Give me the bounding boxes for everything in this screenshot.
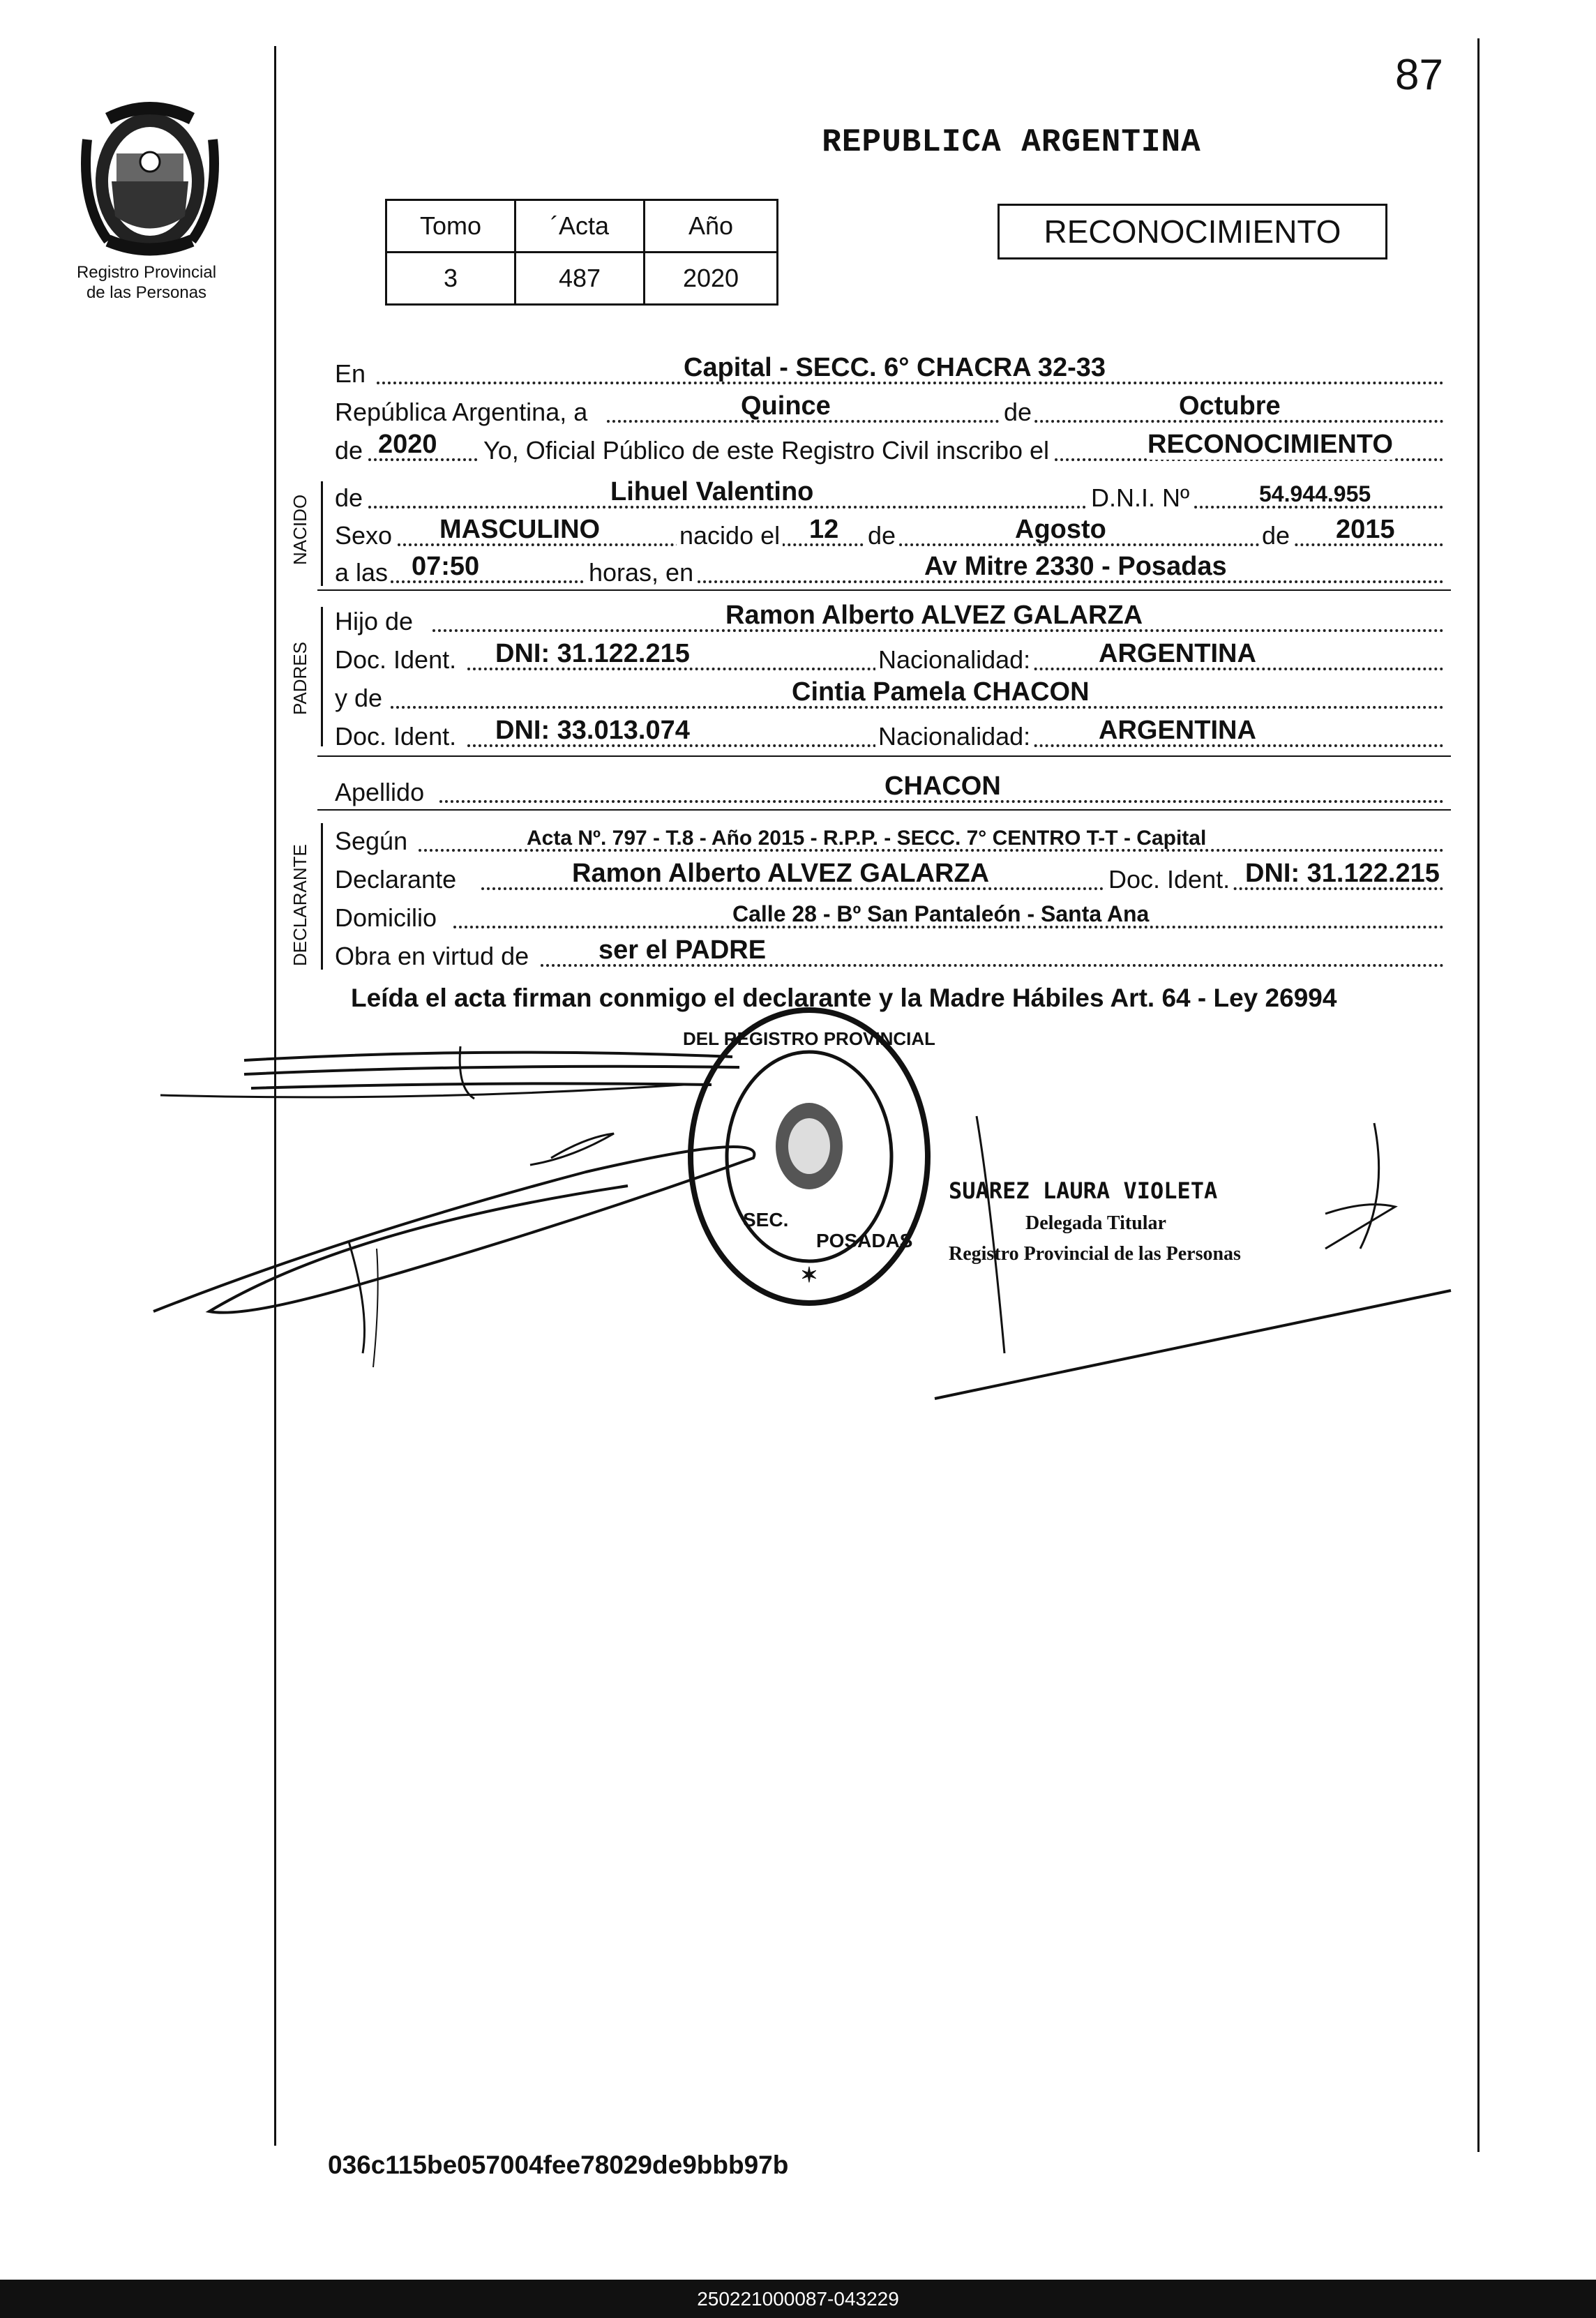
father-nac-value: ARGENTINA [1099,639,1256,668]
dni-label: D.N.I. Nº [1088,483,1192,513]
row-obra [335,935,1451,971]
y-de-label: y de [335,684,385,713]
birth-de-label: de [865,521,898,550]
nacido-name-value: Lihuel Valentino [610,477,814,506]
official-role: Delegada Titular [1025,1212,1166,1234]
mother-doc-label: Doc. Ident. [335,722,459,751]
padres-section-label: PADRES [289,642,310,715]
row-sexo [335,514,1451,550]
right-margin-line [1477,38,1480,2152]
republica-label: República Argentina, a [335,398,590,427]
birth-year-de-label: de [1259,521,1293,550]
apellido-label: Apellido [335,778,427,807]
horas-label: horas, en [586,558,696,587]
row-father-doc [335,638,1451,675]
row-declarante [335,858,1451,894]
year-de-label: de [335,436,366,465]
row-segun [335,820,1451,856]
nacido-bracket [321,481,323,586]
logo-caption-line1: Registro Provincial [76,263,217,282]
father-doc-label: Doc. Ident. [335,645,459,675]
padres-divider [317,755,1451,757]
act-type-box [998,204,1387,259]
a-las-label: a las [335,558,391,587]
declarante-value: Ramon Alberto ALVEZ GALARZA [572,859,990,888]
row-apellido [335,771,1451,807]
inscribo-value: RECONOCIMIENTO [1147,430,1393,459]
declarante-doc-label: Doc. Ident. [1106,865,1233,894]
footer-code: 250221000087-043229 [697,2288,899,2310]
apellido-value: CHACON [884,772,1001,801]
en-value: Capital - SECC. 6° CHACRA 32-33 [684,353,1106,382]
place-value: Av Mitre 2330 - Posadas [924,552,1227,581]
nacido-section-label: NACIDO [289,494,310,565]
row-a-las [335,551,1451,587]
province-logo [66,98,234,262]
row-year [335,429,1451,465]
mother-nac-value: ARGENTINA [1099,716,1256,745]
sexo-label: Sexo [335,521,395,550]
table-cell-acta: 487 [515,253,645,305]
yo-text: Yo, Oficial Público de este Registro Civil inscribo el [478,436,1052,465]
official-stamp [684,1003,935,1314]
table-header-anio: Año [645,200,778,253]
closing-statement: Leída el acta firman conmigo el declarante y la Madre Hábiles Art. 64 - Ley 26994 [351,984,1337,1012]
time-value: 07:50 [412,552,480,581]
hijo-label: Hijo de [335,607,416,636]
en-label: En [335,359,368,389]
nacido-de-label: de [335,483,366,513]
declarante-doc-value: DNI: 31.122.215 [1245,859,1440,888]
stamp-ring-top: DEL REGISTRO PROVINCIAL [684,1028,935,1049]
table-header-tomo: Tomo [386,200,515,253]
misiones-shield-icon [66,98,234,258]
apellido-divider [317,809,1451,811]
row-hijo [335,600,1451,636]
month-de-label: de [1001,398,1034,427]
row-nacido-name [335,476,1451,513]
stamp-sec: SEC. [743,1209,789,1231]
table-cell-tomo: 3 [386,253,515,305]
dni-value: 54.944.955 [1259,481,1371,506]
mother-doc-value: DNI: 33.013.074 [495,716,690,745]
stamp-star-icon: ✶ [800,1264,818,1287]
birth-day-value: 12 [809,515,839,544]
sexo-value: MASCULINO [439,515,601,544]
birth-year-value: 2015 [1336,515,1395,544]
logo-caption [42,262,251,303]
document-title: REPUBLICA ARGENTINA [822,124,1201,160]
birth-month-value: Agosto [1015,515,1106,544]
row-en [335,352,1451,389]
act-type-label: RECONOCIMIENTO [1044,213,1341,250]
obra-value: ser el PADRE [598,935,767,965]
official-name: SUAREZ LAURA VIOLETA [949,1177,1218,1204]
official-registry: Registro Provincial de las Personas [949,1243,1241,1265]
year-value: 2020 [378,430,437,459]
document-hash: 036c115be057004fee78029de9bbb97b [328,2151,789,2179]
obra-label: Obra en virtud de [335,942,532,971]
declarante-label: Declarante [335,865,459,894]
declarante-section-label: DECLARANTE [289,844,310,966]
logo-caption-line2: de las Personas [86,283,207,302]
footer-bar [0,2280,1596,2318]
table-header-acta: ´Acta [515,200,645,253]
domicilio-label: Domicilio [335,903,439,933]
row-domicilio [335,896,1451,933]
nacido-divider [317,589,1451,591]
declarante-bracket [321,823,323,970]
padres-bracket [321,607,323,746]
registry-seal-icon [684,1003,935,1310]
day-value: Quince [741,391,831,421]
segun-value: Acta Nº. 797 - T.8 - Año 2015 - R.P.P. - SECC. 7° CENTRO T-T - Capital [527,827,1207,850]
page-number: 87 [1395,51,1443,99]
month-value: Octubre [1179,391,1281,421]
stamp-posadas: POSADAS [816,1230,913,1251]
father-value: Ramon Alberto ALVEZ GALARZA [725,601,1143,630]
row-republica [335,391,1451,427]
segun-label: Según [335,827,410,856]
row-y-de [335,677,1451,713]
father-doc-value: DNI: 31.122.215 [495,639,690,668]
mother-value: Cintia Pamela CHACON [792,677,1090,707]
table-cell-anio: 2020 [645,253,778,305]
mother-nac-label: Nacionalidad: [875,722,1033,751]
acta-reference-table [385,199,778,306]
domicilio-value: Calle 28 - Bº San Pantaleón - Santa Ana [732,901,1150,926]
nacido-el-label: nacido el [677,521,783,550]
row-mother-doc [335,715,1451,751]
father-nac-label: Nacionalidad: [875,645,1033,675]
